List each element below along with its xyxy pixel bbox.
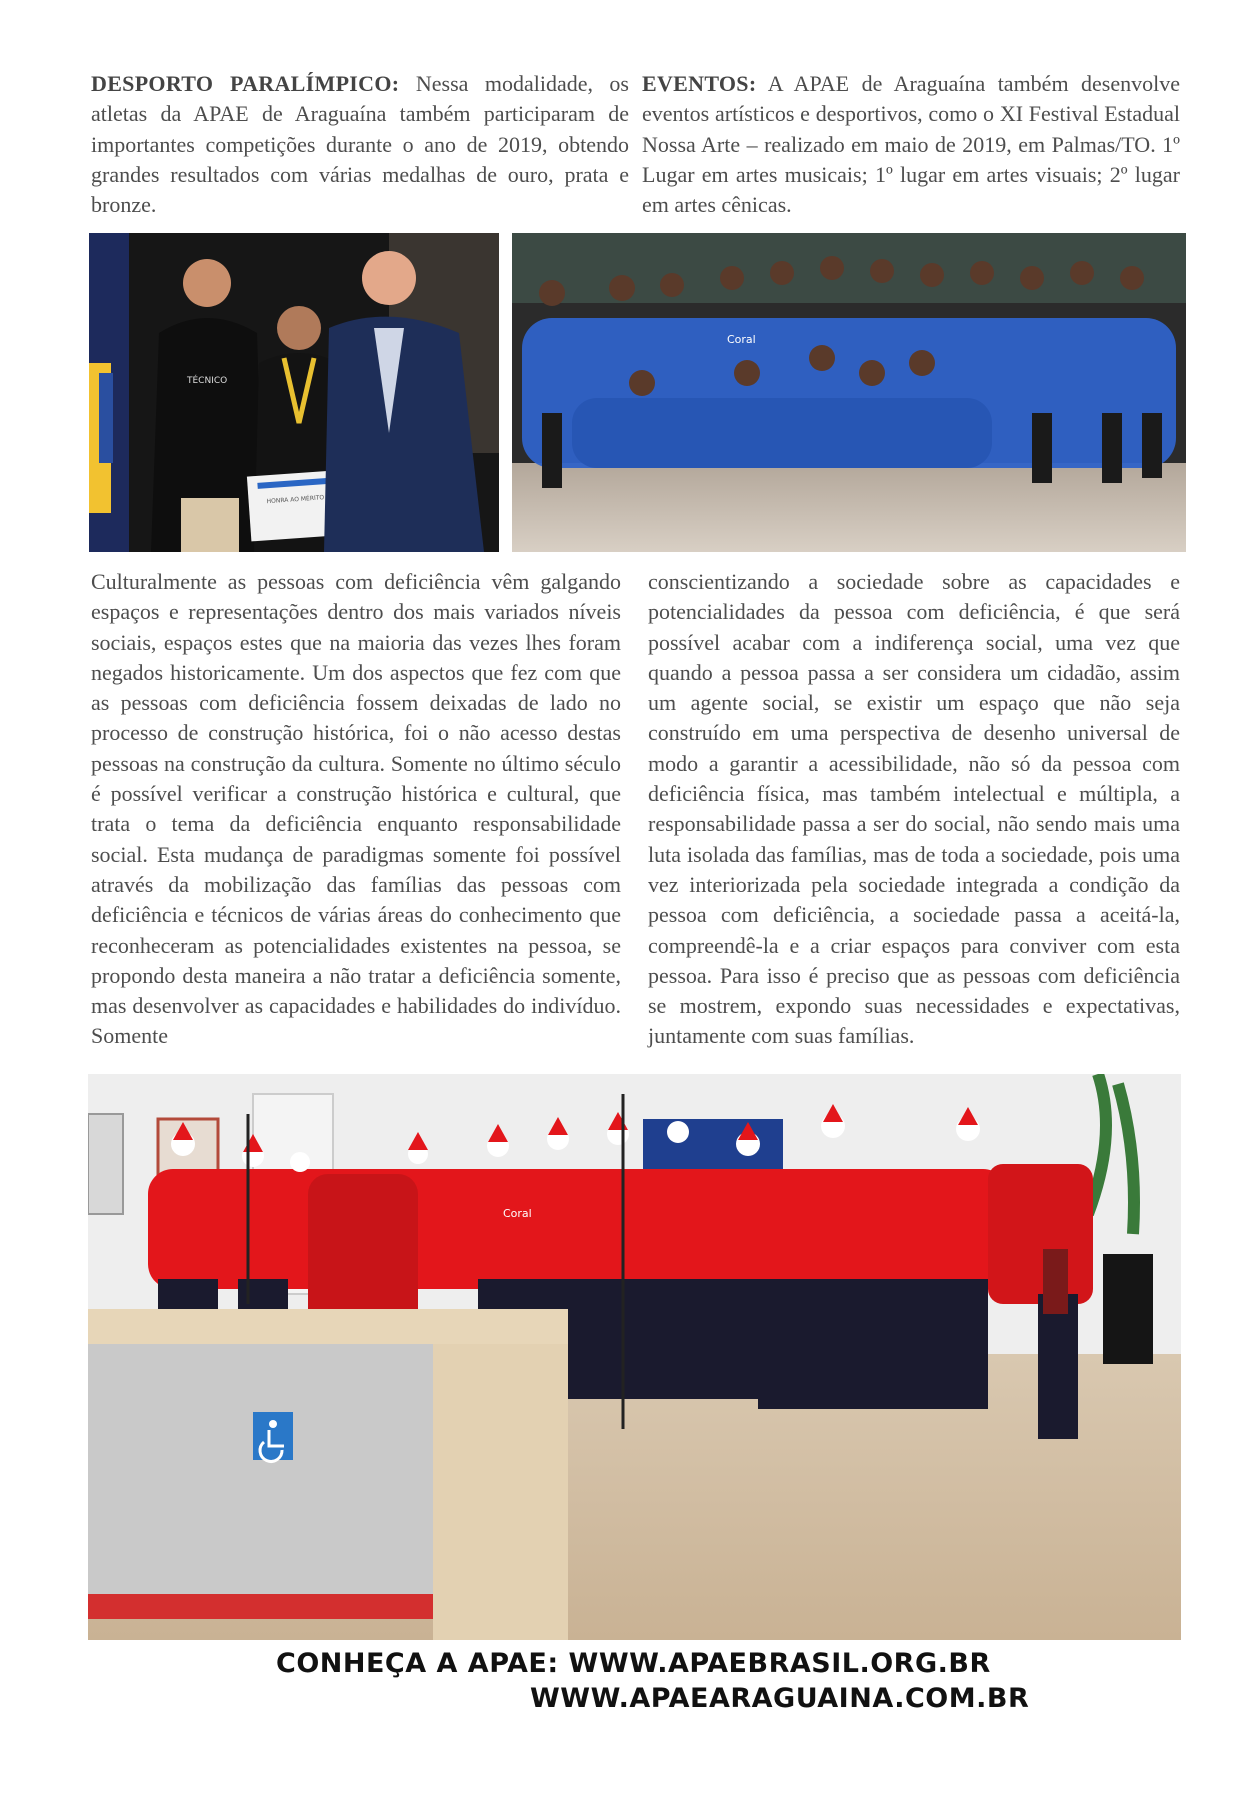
paralympic-paragraph [91,69,629,220]
blue-choir-photo [512,233,1186,552]
red-choir-shirt-text: Coral [503,1207,532,1220]
awareness-paragraph: conscientizando a sociedade sobre as capacidades e potencialidades da pessoa com deficiência, é que será possível acabar com a indiferença social, uma vez que quando a pessoa passa a ser considera um cidadão, assim um agente social, se existir um espaço que não seja construído em uma perspectiva de desenho universal de modo a garantir a acessibilidade, não só da pessoa com deficiência física, mas também intelectual e múltipla, a responsabilidade passa a ser do social, não sendo mais uma luta isolada das famílias, mas de toda a sociedade, pois uma vez interiorizada pela sociedade integrada a condição da pessoa com deficiência, a sociedade passa a aceitá-la, compreendê-la e a criar espaços para conviver com esta pessoa. Para isso é preciso que as pessoas com deficiência se mostrem, expondo suas necessidades e expectativas, juntamente com suas famílias. [648,569,1180,1049]
blue-choir-group [522,318,1176,468]
red-choir-photo [88,1074,1181,1640]
medal-photo-shirt-text: TÉCNICO [187,376,228,386]
events-body: A APAE de Araguaína também desenvolve eventos artísticos e desportivos, como o XI Festival Estadual Nossa Arte – realizado em maio de 2019, em Palmas/TO. 1º Lugar em artes musicais; 1º lugar em artes visuais; 2º lugar em artes cênicas. [642,71,1180,218]
medal-photo-certificate-text: HONRA AO MÉRITO [266,494,325,506]
paralympic-body: Nessa modalidade, os atletas da APAE de Araguaína também participaram de importantes competições durante o ano de 2019, obtendo grandes resultados com várias medalhas de ouro, prata e bronze. [91,71,629,218]
blue-choir-shirt-text: Coral [727,333,756,346]
events-paragraph [642,69,1180,220]
paralympic-heading: DESPORTO PARALÍMPICO: [91,71,400,96]
events-heading: EVENTOS: [642,71,757,96]
medal-ceremony-photo [89,233,499,552]
culture-paragraph: Culturalmente as pessoas com deficiência vêm galgando espaços e representações dentro dos mais variados níveis sociais, espaços estes que na maioria das vezes lhes foram negados historicamente. Um dos aspectos que fez com que as pessoas com deficiência fossem deixadas de lado no processo de construção histórica, foi o não acesso destas pessoas na construção da cultura. Somente no último século é possível verificar a construção histórica e cultural, que trata o tema da deficiência enquanto responsabilidade social. Esta mudança de paradigmas somente foi possível através da mobilização das famílias das pessoas com deficiência e técnicos de várias áreas do conhecimento que reconheceram as potencialidades existentes na pessoa, se propondo desta maneira a não tratar a deficiência somente, mas desenvolver as capacidades e habilidades do indivíduo. Somente [91,569,621,1049]
footer-apae-brasil-line: CONHEÇA A APAE: WWW.APAEBRASIL.ORG.BR [276,1648,991,1679]
footer-apae-araguaina-line: WWW.APAEARAGUAINA.COM.BR [530,1683,1030,1714]
